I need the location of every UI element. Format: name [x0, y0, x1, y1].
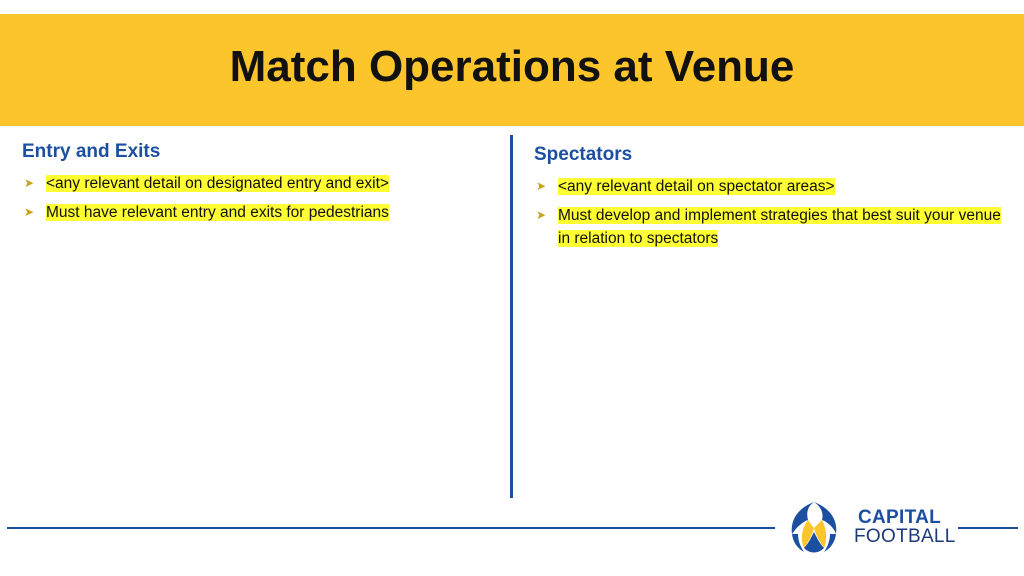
arrow-bullet-icon: ➤ — [536, 179, 547, 193]
logo-text-capital: CAPITAL — [858, 507, 942, 528]
column-divider — [510, 135, 513, 498]
list-item — [534, 204, 1012, 250]
spectators-heading: Spectators — [534, 144, 633, 165]
slide-title: Match Operations at Venue — [229, 42, 795, 91]
spectators-list — [534, 175, 1012, 250]
bullet-text: <any relevant detail on spectator areas> — [558, 178, 835, 195]
arrow-bullet-icon: ➤ — [24, 176, 35, 190]
football-logo-icon — [784, 498, 844, 558]
bullet-text: Must have relevant entry and exits for pedestrians — [46, 204, 389, 221]
bullet-text: <any relevant detail on designated entry and exit> — [46, 175, 389, 192]
capital-football-logo — [784, 498, 956, 558]
entry-exits-list — [22, 172, 492, 224]
list-item — [534, 175, 1012, 198]
list-item — [22, 201, 492, 224]
footer-line-right — [958, 527, 1018, 529]
entry-exits-section — [22, 140, 492, 230]
entry-exits-heading: Entry and Exits — [22, 141, 161, 162]
spectators-section — [534, 143, 1012, 256]
arrow-bullet-icon: ➤ — [536, 208, 547, 222]
list-item — [22, 172, 492, 195]
bullet-text: Must develop and implement strategies that best suit your venue in relation to spectators — [558, 207, 1001, 247]
footer-line-left — [7, 527, 775, 529]
logo-text-football: FOOTBALL — [854, 526, 956, 547]
arrow-bullet-icon: ➤ — [24, 205, 35, 219]
